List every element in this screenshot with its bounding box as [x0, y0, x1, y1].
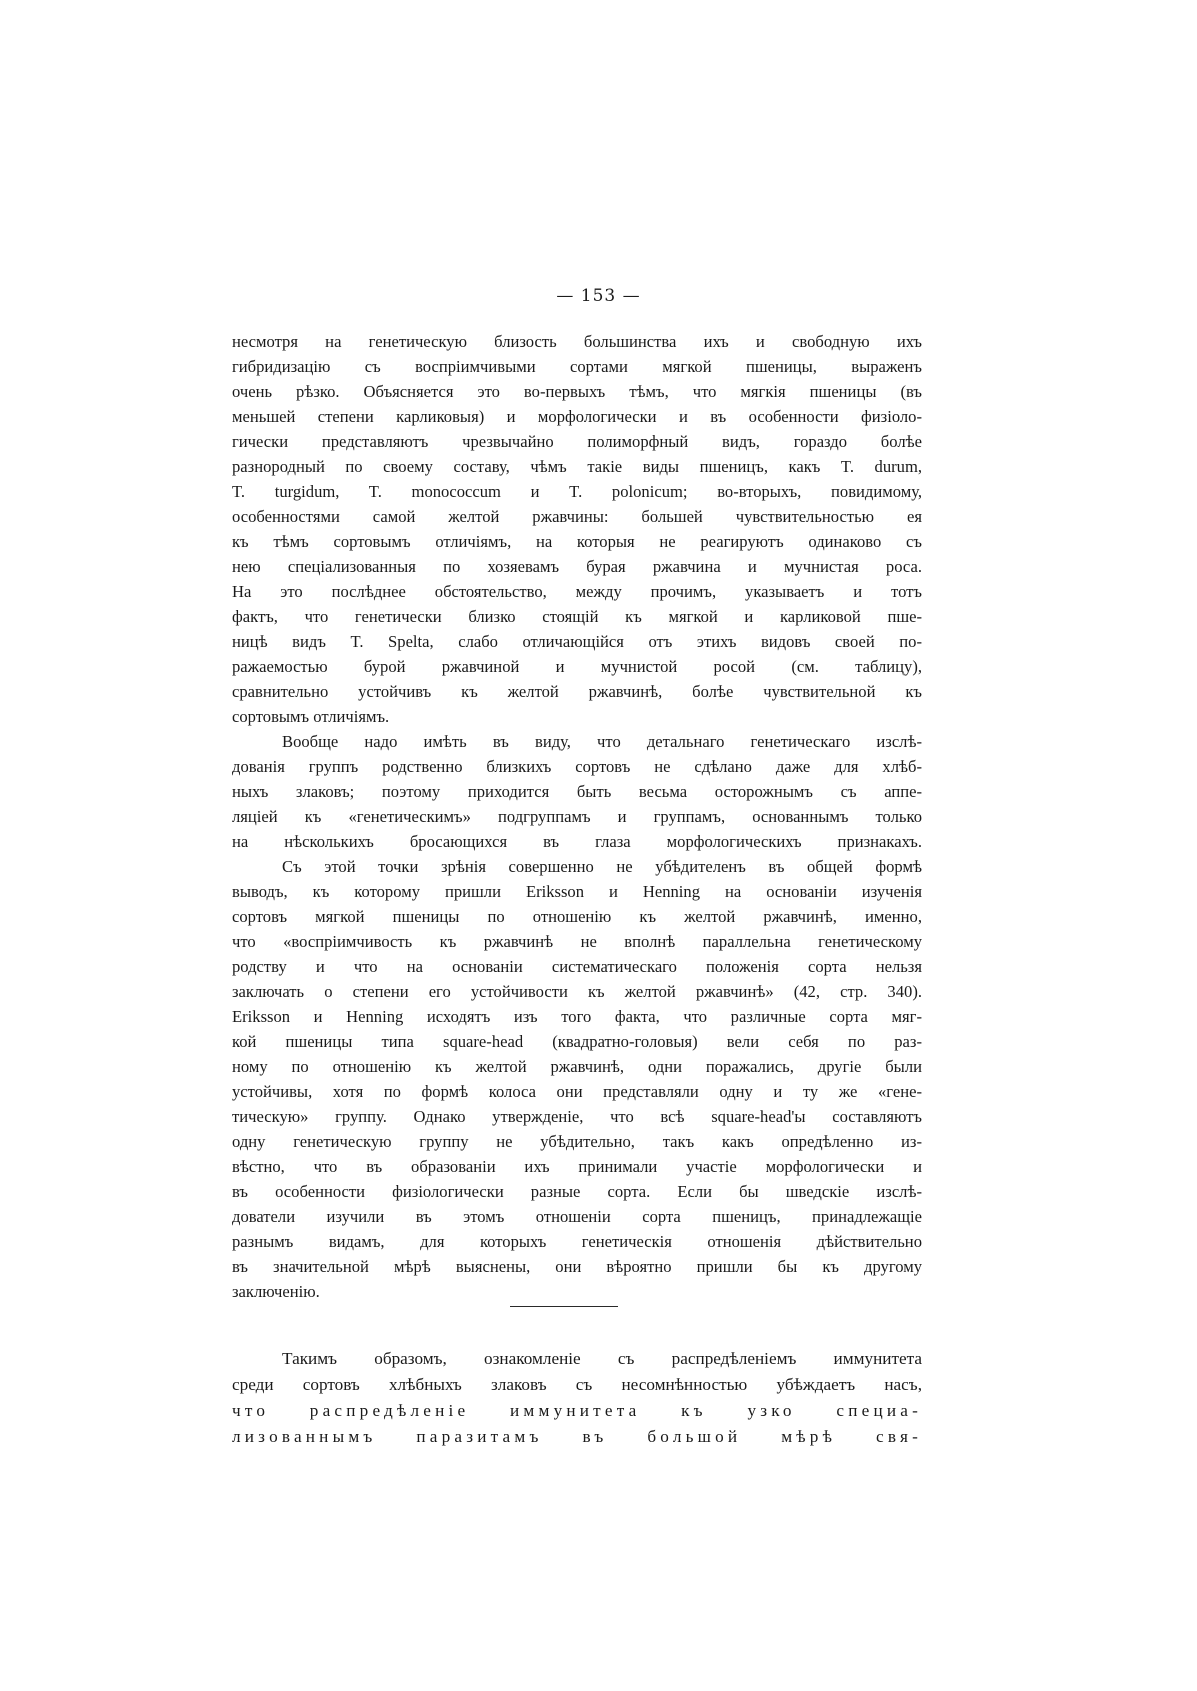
- text-line: Такимъ образомъ, ознакомленіе съ распредѣленіемъ иммунитета: [282, 1349, 922, 1368]
- text-line: въ значительной мѣрѣ выяснены, они вѣроятно пришли бы къ другому: [232, 1257, 922, 1276]
- text-line: гически представляютъ чрезвычайно полиморфный видъ, гораздо болѣе: [232, 432, 922, 451]
- paragraph-2: [232, 729, 922, 854]
- paragraph-4: [232, 1346, 922, 1450]
- text-line: Eriksson и Henning исходятъ изъ того факта, что различные сорта мяг-: [232, 1007, 922, 1026]
- paragraph-3: [232, 854, 922, 1304]
- text-line: вѣстно, что въ образованіи ихъ принимали участіе морфологически и: [232, 1157, 922, 1176]
- text-line: заключенію.: [232, 1282, 320, 1301]
- text-line: несмотря на генетическую близость большинства ихъ и свободную ихъ: [232, 332, 922, 351]
- text-line: На это послѣднее обстоятельство, между прочимъ, указываетъ и тотъ: [232, 582, 922, 601]
- paragraph-1: [232, 329, 922, 729]
- text-line: въ особенности физіологически разные сорта. Если бы шведскіе изслѣ-: [232, 1182, 922, 1201]
- text-line: среди сортовъ хлѣбныхъ злаковъ съ несомнѣнностью убѣждаетъ насъ,: [232, 1375, 922, 1394]
- text-line: сортовъ мягкой пшеницы по отношенію къ желтой ржавчинѣ, именно,: [232, 907, 922, 926]
- text-line: что «воспріимчивость къ ржавчинѣ не вполнѣ параллельна генетическому: [232, 932, 922, 951]
- text-line: Съ этой точки зрѣнія совершенно не убѣдителенъ въ общей формѣ: [282, 857, 922, 876]
- text-line: заключать о степени его устойчивости къ желтой ржавчинѣ» (42, стр. 340).: [232, 982, 922, 1001]
- text-line: ныхъ злаковъ; поэтому приходится быть весьма осторожнымъ съ аппе-: [232, 782, 922, 801]
- text-line: T. turgidum, T. monococcum и T. polonicum; во-вторыхъ, повидимому,: [232, 482, 922, 501]
- text-line: на нѣсколькихъ бросающихся въ глаза морфологическихъ признакахъ.: [232, 832, 922, 851]
- section-separator-rule: [510, 1306, 618, 1307]
- text-line: меньшей степени карликовыя) и морфологически и въ особенности физіоло-: [232, 407, 922, 426]
- text-line: разнородный по своему составу, чѣмъ такіе виды пшеницъ, какъ T. durum,: [232, 457, 922, 476]
- text-line: фактъ, что генетически близко стоящій къ мягкой и карликовой пше-: [232, 607, 922, 626]
- text-line-spaced: что распредѣленіе иммунитета къ узко специа-: [232, 1401, 922, 1420]
- text-line: устойчивы, хотя по формѣ колоса они представляли одну и ту же «гене-: [232, 1082, 922, 1101]
- text-line: нею спеціализованныя по хозяевамъ бурая ржавчина и мучнистая роса.: [232, 557, 922, 576]
- text-line-spaced: лизованнымъ паразитамъ въ большой мѣрѣ свя-: [232, 1427, 922, 1446]
- text-line: разнымъ видамъ, для которыхъ генетическія отношенія дѣйствительно: [232, 1232, 922, 1251]
- text-line: очень рѣзко. Объясняется это во-первыхъ тѣмъ, что мягкія пшеницы (въ: [232, 382, 922, 401]
- text-line: ражаемостью бурой ржавчиной и мучнистой росой (см. таблицу),: [232, 657, 922, 676]
- text-line: дователи изучили въ этомъ отношеніи сорта пшеницъ, принадлежащіе: [232, 1207, 922, 1226]
- text-line: сортовымъ отличіямъ.: [232, 707, 390, 726]
- text-line: кой пшеницы типа square-head (квадратно-головыя) вели себя по раз-: [232, 1032, 922, 1051]
- text-line: тическую» группу. Однако утвержденіе, что всѣ square-head'ы составляютъ: [232, 1107, 922, 1126]
- text-line: родству и что на основаніи систематическаго положенія сорта нельзя: [232, 957, 922, 976]
- page-number: — 153 —: [556, 286, 641, 306]
- text-line: дованія группъ родственно близкихъ сортовъ не сдѣлано даже для хлѣб-: [232, 757, 922, 776]
- text-line: къ тѣмъ сортовымъ отличіямъ, на которыя не реагируютъ одинаково съ: [232, 532, 922, 551]
- text-line: Вообще надо имѣть въ виду, что детальнаго генетическаго изслѣ-: [282, 732, 922, 751]
- text-line: особенностями самой желтой ржавчины: большей чувствительностью ея: [232, 507, 922, 526]
- text-line: ницѣ видъ T. Spelta, слабо отличающійся отъ этихъ видовъ своей по-: [232, 632, 922, 651]
- text-line: выводъ, къ которому пришли Eriksson и Henning на основаніи изученія: [232, 882, 922, 901]
- text-line: ному по отношенію къ желтой ржавчинѣ, одни поражались, другіе были: [232, 1057, 922, 1076]
- text-line: гибридизацію съ воспріимчивыми сортами мягкой пшеницы, выраженъ: [232, 357, 922, 376]
- text-line: сравнительно устойчивъ къ желтой ржавчинѣ, болѣе чувствительной къ: [232, 682, 922, 701]
- text-line: ляціей къ «генетическимъ» подгруппамъ и группамъ, основаннымъ только: [232, 807, 922, 826]
- main-text-block: [232, 329, 922, 1304]
- text-line: одну генетическую группу не убѣдительно, такъ какъ опредѣленно из-: [232, 1132, 922, 1151]
- conclusion-text-block: [232, 1346, 922, 1450]
